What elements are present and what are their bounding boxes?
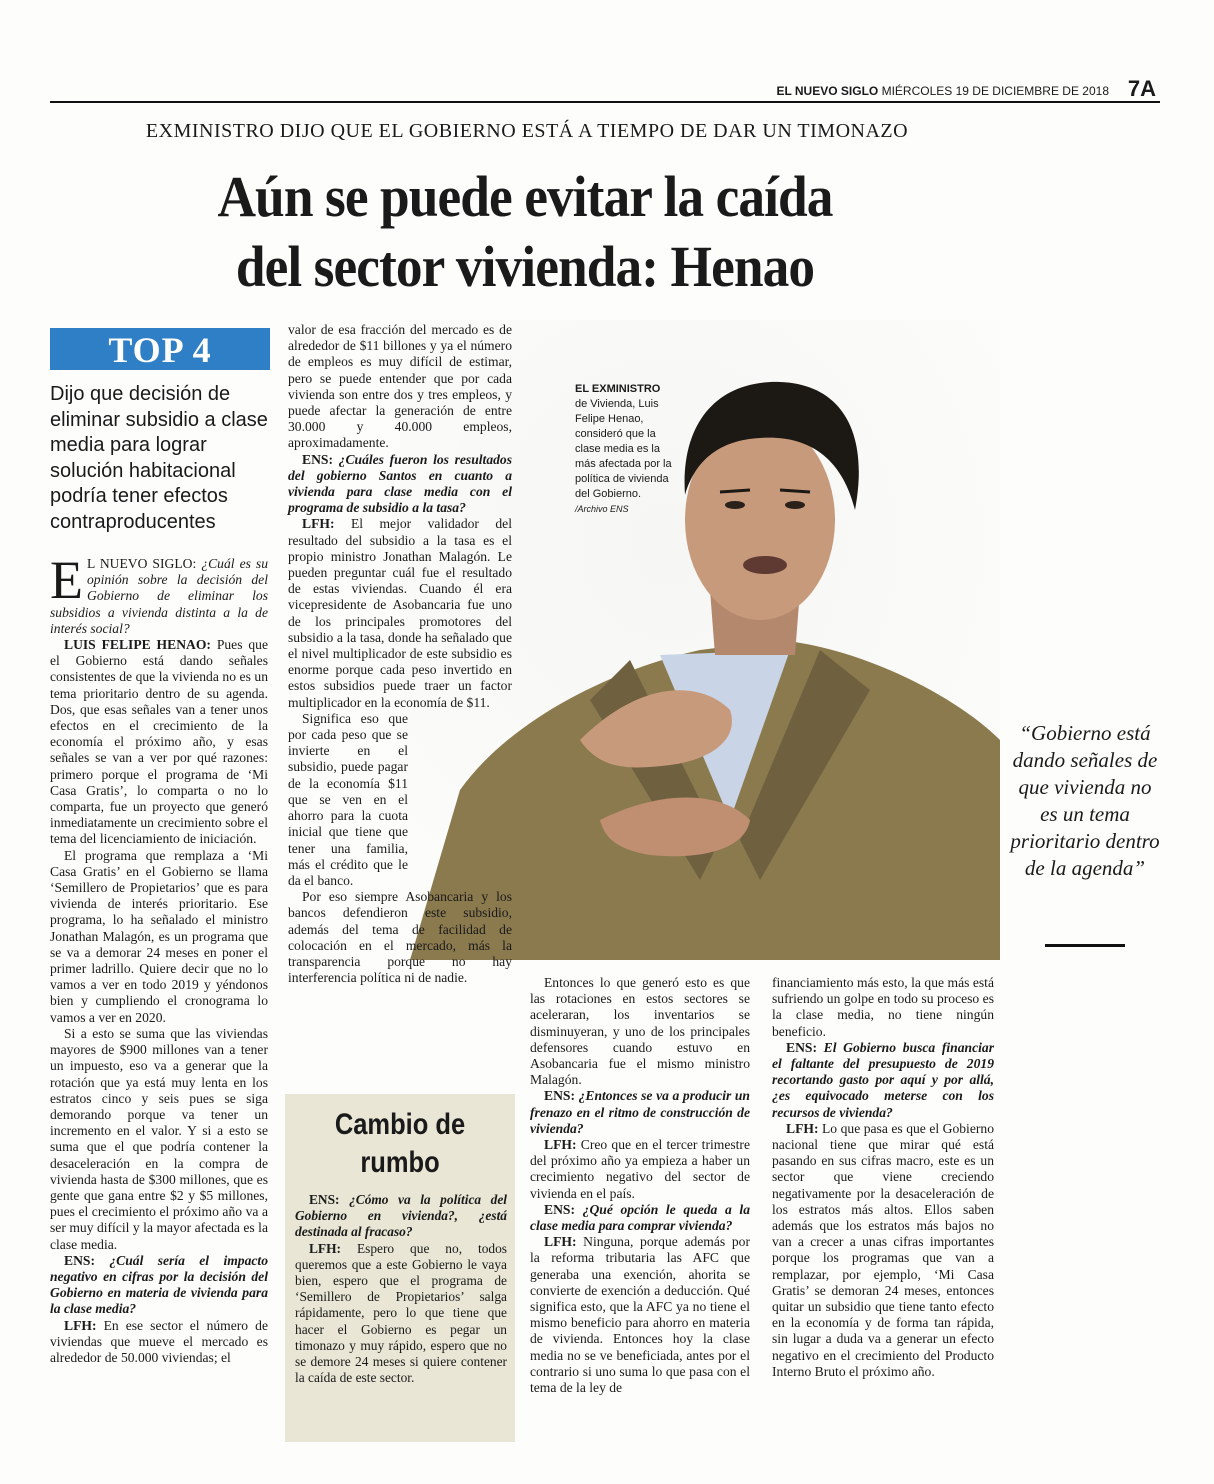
page-number: 7A bbox=[1127, 76, 1156, 101]
headline bbox=[134, 162, 916, 302]
speaker-label: LFH: bbox=[302, 516, 335, 532]
speaker-label: ENS: bbox=[64, 1252, 95, 1268]
headline-line-1: Aún se puede evitar la caída bbox=[217, 164, 833, 229]
body-paragraph: financiamiento más esto, la que más está sufriendo un golpe en todo su proceso es la clase media, no tiene ningún beneficio. bbox=[772, 975, 994, 1039]
lead-paper: L NUEVO SIGLO: bbox=[87, 556, 197, 571]
question-text: ¿Qué opción le queda a la clase media para comprar vivienda? bbox=[530, 1201, 750, 1234]
question-paragraph bbox=[50, 1253, 268, 1318]
answer-paragraph bbox=[530, 1234, 750, 1396]
speaker-label: ENS: bbox=[302, 451, 333, 467]
question-paragraph bbox=[295, 1192, 507, 1241]
question-paragraph bbox=[288, 452, 512, 517]
answer-paragraph bbox=[50, 1318, 268, 1367]
issue-date: MIÉRCOLES 19 DE DICIEMBRE DE 2018 bbox=[881, 84, 1109, 98]
answer-text: El mejor validador del resultado del subsidio a la tasa es el propio ministro Jonathan Malagón. Le pueden preguntar cuál fue el resultado de estas viviendas. Cuando él era vicepresidente de Asobancaria fue uno de los principales promotores del subsidio a la tasa, donde ha señalado que el nivel multiplicador de este subsidio es enorme porque cada peso invertido en estos subsidios puede traer un factor multiplicador en la economía de $11. bbox=[288, 516, 512, 710]
speaker-label: ENS: bbox=[309, 1192, 340, 1207]
sidebar-body bbox=[295, 1192, 507, 1386]
body-paragraph: Por eso siempre Asobancaria y los bancos defendieron este subsidio, además del tema de facilidad de colocación en el mercado, más la transparencia porque no hay interferencia política ni de nadie. bbox=[288, 889, 512, 986]
summary: Dijo que decisión de eliminar subsidio a clase media para lograr solución habitacional podría tener efectos contraproducentes bbox=[50, 383, 268, 533]
column-1 bbox=[50, 550, 269, 1366]
speaker-label: LFH: bbox=[544, 1234, 577, 1250]
answer-text: En ese sector el número de viviendas que mueve el mercado es alrededor de 50.000 viviendas; el bbox=[50, 1317, 268, 1365]
question-text: ¿Cuál sería el impacto negativo en cifras por la decisión del Gobierno en materia de vivienda para la clase media? bbox=[50, 1252, 268, 1317]
photo-credit: /Archivo ENS bbox=[575, 504, 629, 514]
speaker-label: ENS: bbox=[544, 1088, 575, 1104]
question-paragraph bbox=[772, 1040, 994, 1121]
kicker: EXMINISTRO DIJO QUE EL GOBIERNO ESTÁ A TIEMPO DE DAR UN TIMONAZO bbox=[145, 120, 909, 142]
speaker-label: LFH: bbox=[544, 1137, 577, 1153]
question-paragraph bbox=[530, 1088, 750, 1137]
sidebar-box bbox=[285, 1094, 515, 1442]
body-paragraph: El programa que remplaza a ‘Mi Casa Gratis’ en el Gobierno se llama ‘Semillero de Propietarios’ que es para vivienda de interés prioritario. Ese programa, lo ha señalado el ministro Jonathan Malagón, es un programa que se va a demorar 24 meses en poner el primer ladrillo. Quiere decir que no lo vamos a ver en todo 2019 y yéndonos bien y cumpliendo el cronograma lo vamos a ver en 2020. bbox=[50, 847, 268, 1025]
answer-text: Espero que no, todos queremos que a este Gobierno le vaya bien, espero que el programa de ‘Semillero de Propietarios’ salga rápidamente, pero lo que tiene que hacer el Gobierno es pegar un timonazo y muy rápido, espero que no se demore 24 meses si quiere contener la caída de este sector. bbox=[295, 1240, 507, 1386]
speaker-label: ENS: bbox=[786, 1039, 817, 1055]
body-paragraph: Entonces lo que generó esto es que las rotaciones en estos sectores se aceleraran, los inventarios se disminuyeran, y uno de los principales defensores cuando estuvo en Asobancaria fue el mismo ministro Malagón. bbox=[530, 975, 750, 1088]
column-3 bbox=[530, 975, 750, 1396]
speaker-label: LUIS FELIPE HENAO: bbox=[64, 637, 211, 653]
question-text: ¿Entonces se va a producir un frenazo en el ritmo de construcción de vivienda? bbox=[530, 1088, 750, 1136]
speaker-label: LFH: bbox=[786, 1120, 819, 1136]
caption-lead: EL EXMINISTRO bbox=[575, 383, 661, 395]
speaker-label: LFH: bbox=[309, 1240, 341, 1256]
drop-cap: E bbox=[50, 550, 83, 610]
pull-quote-rule bbox=[1045, 944, 1125, 947]
answer-paragraph bbox=[772, 1121, 994, 1380]
caption-text: de Vivienda, Luis Felipe Henao, consideró que la clase media es la más afectada por la política de vivienda del Gobierno. bbox=[575, 398, 672, 500]
answer-text: Pues que el Gobierno está dando señales consistentes de que la vivienda no es un tema prioritario dentro de su agenda. Dos, que esas señales van a tener unos efectos en el crecimiento de la economía el próximo año, y esas señales se van a ver por qué razones: primero porque el programa de ‘Mi Casa Gratis’, lo comparta o no lo comparta, fue un proyecto que generó inmediatamente un crecimiento sobre el tema del licenciamiento de iniciación. bbox=[50, 637, 268, 847]
body-paragraph: valor de esa fracción del mercado es de alrededor de $11 billones y ya el número de empleos es muy difícil de estimar, pero se puede entender que por cada vivienda son entre dos y tres empleos, y puede afectar la generación de entre 30.000 y 40.000 empleos, aproximadamente. bbox=[288, 322, 512, 451]
answer-paragraph bbox=[50, 637, 268, 848]
sidebar-title-line-1: Cambio de bbox=[334, 1108, 466, 1141]
answer-paragraph bbox=[530, 1137, 750, 1202]
answer-text: Lo que pasa es que el Gobierno nacional tiene que mirar qué está pasando en sus cifras macro, este es un sector que viene creciendo negativamente por la desaceleración de los estratos más altos. Ellos saben además que los estratos más bajos no van a crecer a unas cifras importantes porque los programas que van a remplazar, por ejemplo, ‘Mi Casa Gratis’ se demoran 24 meses, entonces quitar un subsidio que tiene tanto efecto en la economía y de forma tan rápida, sin lugar a duda va a generar un efecto negativo en el crecimiento del Producto Interno Bruto el próximo año. bbox=[772, 1120, 994, 1379]
top4-banner: TOP 4 bbox=[50, 328, 270, 370]
speaker-label: LFH: bbox=[64, 1317, 97, 1333]
body-paragraph: Si a esto se suma que las viviendas mayores de $900 millones van a tener un impuesto, eso va a generar que la rotación que ya está muy lenta en los estratos cinco y seis pues se siga demorando porque va tener un incremento en el valor. Y si a esto se suma que el que podría contener la desaceleración en la compra de vivienda hasta de $300 millones, que es gente que gana entre $2 y $5 millones, pues el crecimiento el próximo año va a ser muy difícil y la mayor afectada es la clase media. bbox=[50, 1025, 268, 1252]
lead-paragraph bbox=[50, 550, 269, 637]
question-text: El Gobierno busca financiar el faltante del presupuesto de 2019 recortando gasto por aquí y por allá, ¿es equivocado meterse con los recursos de vivienda? bbox=[772, 1039, 994, 1120]
answer-paragraph bbox=[288, 516, 512, 710]
paper-name: EL NUEVO SIGLO bbox=[776, 84, 879, 98]
question-text: ¿Cuáles fueron los resultados del gobierno Santos en cuanto a vivienda para clase media con el programa de subsidio a la tasa? bbox=[288, 451, 512, 516]
sidebar-title-line-2: rumbo bbox=[360, 1146, 440, 1179]
column-2 bbox=[288, 322, 512, 986]
answer-text: Ninguna, porque además por la reforma tributaria las AFC que generaba una exención, ahorita se convierte de exención a deducción. Qué significa esto, que la AFC ya no tiene el mismo beneficio para ahorro en materia de vivienda. Entonces hoy la clase media no se ve beneficiada, antes por el contrario si uno suma lo que pasa con el tema de la ley de bbox=[530, 1234, 750, 1396]
body-paragraph: Significa eso que por cada peso que se invierte en el subsidio, puede pagar de la economía $11 que se ven en el ahorro para la cuota inicial que tiene que tener una familia, más el crédito que le da el banco. bbox=[288, 710, 408, 888]
question-paragraph bbox=[530, 1202, 750, 1234]
question-text: ¿Cómo va la política del Gobierno en vivienda?, ¿está destinada al fracaso? bbox=[295, 1192, 507, 1240]
pull-quote: “Gobierno está dando señales de que vivienda no es un tema prioritario dentro de la agenda” bbox=[1010, 721, 1160, 880]
masthead bbox=[776, 84, 1109, 98]
answer-text: Creo que en el tercer trimestre del próximo año ya empieza a haber un crecimiento negativo del sector de vivienda en el país. bbox=[530, 1137, 750, 1201]
headline-line-2: del sector vivienda: Henao bbox=[235, 234, 815, 299]
speaker-label: ENS: bbox=[544, 1201, 575, 1217]
photo-caption bbox=[575, 382, 680, 517]
answer-paragraph bbox=[295, 1241, 507, 1387]
lead-question: ¿Cuál es su opinión sobre la decisión del Gobierno de eliminar los subsidios a vivienda distinta a la de interés social? bbox=[50, 556, 269, 636]
header-rule bbox=[50, 101, 1160, 103]
sidebar-title bbox=[302, 1106, 498, 1182]
column-4 bbox=[772, 975, 994, 1380]
